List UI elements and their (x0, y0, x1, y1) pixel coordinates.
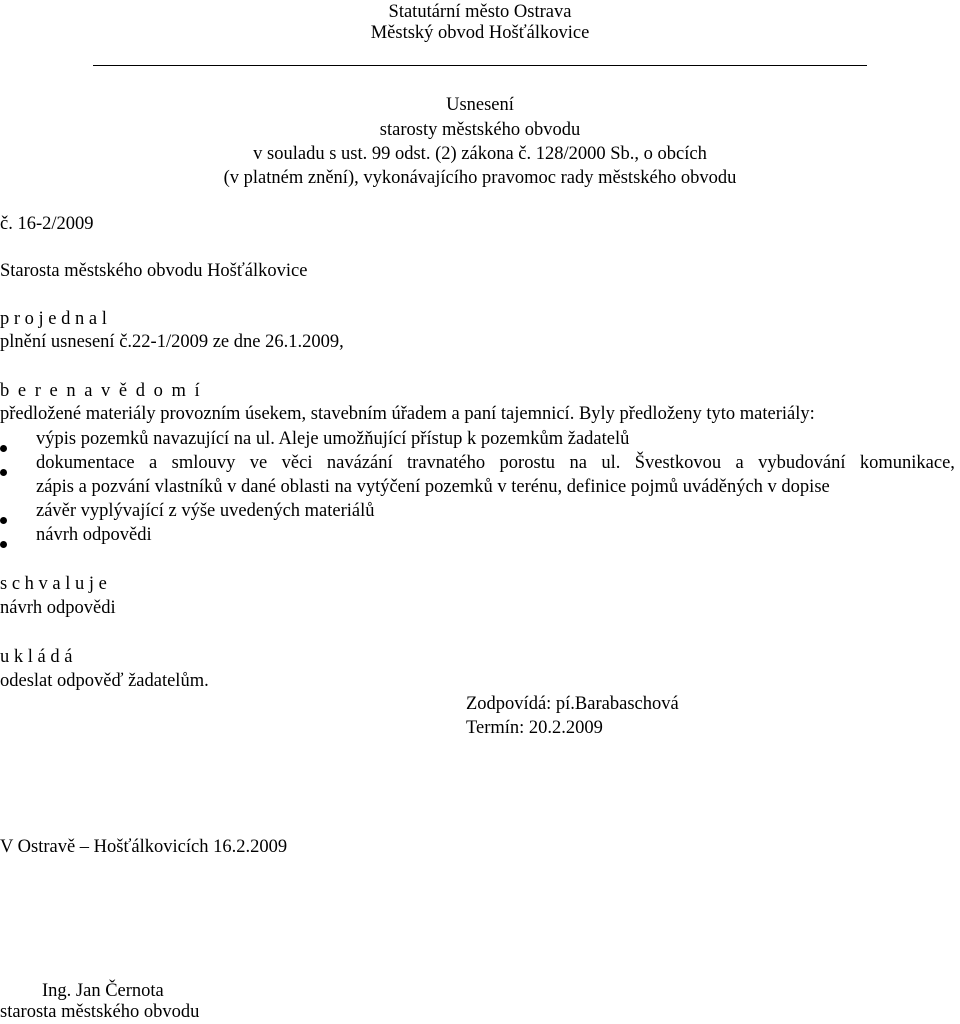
bere-na-vedomi-intro: předložené materiály provozním úsekem, stavebním úřadem a paní tajemnicí. Byly předloženy tyto materiály: (0, 404, 815, 424)
list-item-word: ul. (601, 453, 621, 473)
resolution-legal-basis: v souladu s ust. 99 odst. (2) zákona č. 128/2000 Sb., o obcích (253, 144, 707, 164)
list-item-word: a (149, 453, 158, 473)
list-item-word: Švestkovou (634, 453, 722, 473)
section-heading-uklada: u k l á d á (0, 647, 73, 667)
list-item-word: vybudování (758, 453, 846, 473)
issuer: Starosta městského obvodu Hošťálkovice (0, 261, 308, 281)
header-city: Statutární město Ostrava (388, 2, 572, 22)
signatory-role: starosta městského obvodu (0, 1002, 200, 1022)
list-item-word: smlouvy (171, 453, 236, 473)
resolution-legal-note: (v platném znění), vykonávajícího pravomoc rady městského obvodu (223, 168, 737, 188)
list-item-word: navázání (326, 453, 393, 473)
list-item-word: na (569, 453, 587, 473)
bullet-icon (0, 517, 7, 524)
responsible-person: Zodpovídá: pí.Barabaschová (466, 694, 679, 714)
list-item-text: návrh odpovědi (36, 525, 152, 545)
list-item-continuation: zápis a pozvání vlastníků v dané oblasti na vytýčení pozemků v terénu, definice pojmů uváděných v dopise (36, 477, 830, 497)
list-item-word: travnatého (407, 453, 486, 473)
bullet-icon (0, 445, 7, 452)
list-item-text: výpis pozemků navazující na ul. Aleje umožňující přístup k pozemkům žadatelů (36, 429, 630, 449)
projednal-text: plnění usnesení č.22-1/2009 ze dne 26.1.2009, (0, 332, 344, 352)
header-divider (93, 65, 867, 66)
section-heading-bere-na-vedomi: b e r e n a v ě d o m í (0, 381, 202, 401)
resolution-number: č. 16-2/2009 (0, 214, 94, 234)
section-heading-schvaluje: s c h v a l u j e (0, 574, 107, 594)
uklada-text: odeslat odpověď žadatelům. (0, 671, 209, 691)
list-item-text (36, 451, 955, 475)
bullet-icon (0, 469, 7, 476)
list-item-text: závěr vyplývající z výše uvedených materiálů (36, 501, 375, 521)
list-item-word: dokumentace (36, 453, 135, 473)
bullet-icon (0, 541, 7, 548)
list-item-word: ve (249, 453, 268, 473)
list-item-word: porostu (499, 453, 556, 473)
list-item-word: věci (281, 453, 313, 473)
section-heading-projednal: p r o j e d n a l (0, 309, 107, 329)
deadline: Termín: 20.2.2009 (466, 718, 603, 738)
signatory-name: Ing. Jan Černota (42, 981, 164, 1001)
schvaluje-text: návrh odpovědi (0, 598, 116, 618)
place-and-date: V Ostravě – Hošťálkovicích 16.2.2009 (0, 837, 288, 857)
header-district: Městský obvod Hošťálkovice (370, 23, 590, 43)
list-item-word: komunikace, (859, 453, 955, 473)
resolution-title: Usnesení (446, 95, 514, 115)
resolution-subtitle: starosty městského obvodu (379, 120, 581, 140)
list-item-word: a (735, 453, 744, 473)
